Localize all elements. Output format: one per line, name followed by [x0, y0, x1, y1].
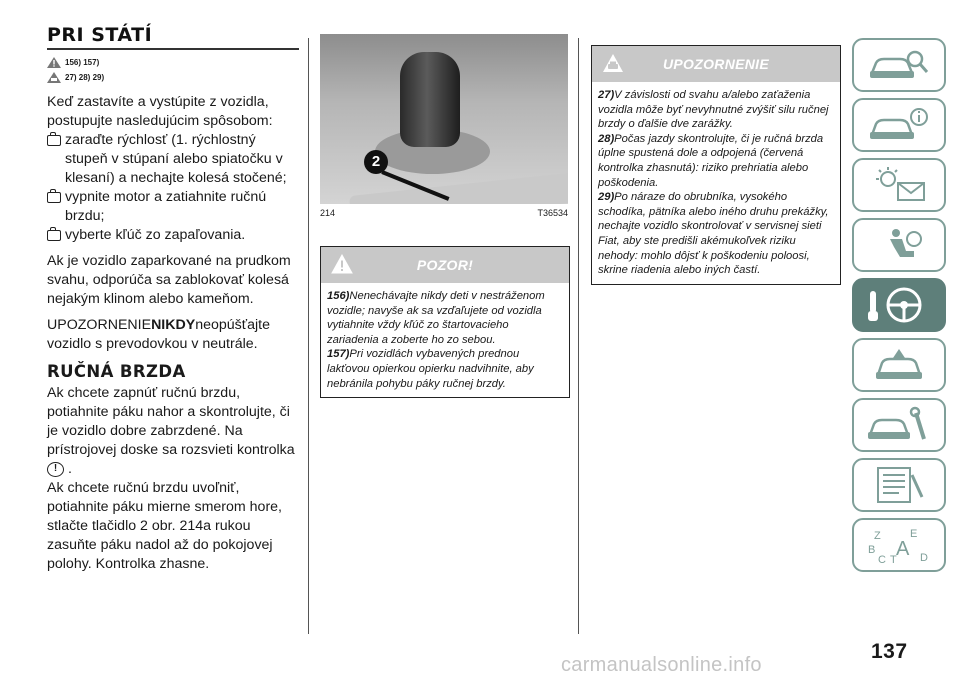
gear-knob	[400, 52, 460, 147]
list-item	[327, 289, 563, 347]
warning-box-header	[321, 247, 569, 283]
notice-rest: neopúšťajte vozidlo s prevodovkou v neutrále.	[47, 317, 270, 352]
index-letter: A	[896, 538, 910, 560]
figure-number: 214	[320, 208, 336, 218]
handbrake-heading: RUČNÁ BRZDA	[47, 362, 186, 381]
notice-emphasis: NIKDY	[151, 317, 196, 333]
bullet-icon	[47, 192, 61, 203]
car-warning-icon	[864, 345, 934, 385]
handbrake-release-text: Ak chcete ručnú brzdu uvoľniť, potiahnite páku mierne smerom hore, stlačte tlačidlo 2 obr. 214a rukou zasuňte páku nadol až do pokojovej polohy. Kontrolka zhasne.	[47, 480, 283, 572]
caution-box-header	[592, 46, 840, 82]
column-divider	[308, 38, 309, 634]
step-text: vyberte kľúč zo zapaľovania.	[65, 227, 246, 243]
item-text: Po náraze do obrubníka, vysokého schodíka, pätníka alebo iného druhu prekážky, nechajte vozidlo skontrolovať v servisnej sieti Fiat, aby ste predišli akémukoľvek riziku nehody: mohlo dôjsť k poškodeniu poloosi, skrine riadenia alebo iných častí.	[598, 191, 829, 277]
handbrake-engage-text	[47, 384, 299, 479]
brake-warning-lamp-icon: !	[47, 462, 64, 477]
caution-box	[591, 45, 841, 285]
index-letter: E	[910, 528, 918, 540]
page-number: 137	[871, 640, 908, 663]
seat-airbag-icon	[864, 225, 934, 265]
warning-lights-icon	[864, 165, 934, 205]
handbrake-figure	[320, 34, 568, 204]
index-letter: T	[890, 554, 897, 565]
left-column	[47, 24, 299, 574]
key-steering-wheel-icon	[864, 285, 934, 325]
item-text: V závislosti od svahu a/alebo zaťaženia vozidla môže byť nevyhnutné zvýšiť silu ručnej brzdy o ďalšie dve zarážky.	[598, 89, 829, 131]
item-text: Nenechávajte nikdy deti v nestráženom vozidle; navyše ak sa vzďaľujete od vozidla vytiahnite vždy kľúč zo štartovacieho zariadenia a zoberte ho zo sebou.	[327, 290, 545, 346]
column-divider	[578, 38, 579, 634]
item-ref: 27)	[598, 89, 615, 101]
caution-refs: 27) 28) 29)	[65, 73, 105, 82]
item-text: Pri vozidlách vybavených prednou lakťovou opierkou opierku nadvihnite, aby nebránila pohybu páky ručnej brzdy.	[327, 348, 534, 390]
warning-title: POZOR!	[416, 257, 474, 273]
list-item	[598, 190, 834, 278]
step-text: vypnite motor a zatiahnite ručnú brzdu;	[65, 189, 267, 224]
list-item	[598, 88, 834, 132]
middle-column	[320, 34, 568, 218]
item-ref: 156)	[327, 290, 350, 302]
caution-refs-row	[47, 71, 299, 84]
caution-box-body	[592, 82, 840, 284]
caution-car-icon	[602, 53, 624, 73]
car-wrench-icon	[864, 405, 934, 445]
warning-box	[320, 246, 570, 398]
figure-caption	[320, 208, 568, 218]
index-letter: B	[868, 544, 876, 556]
item-ref: 28)	[598, 132, 615, 145]
caution-title: UPOZORNENIE	[663, 56, 769, 72]
figure-marker: 2	[364, 150, 388, 174]
list-item	[327, 347, 563, 391]
list-item	[47, 188, 299, 226]
step-text: zaraďte rýchlosť (1. rýchlostný stupeň v stúpaní alebo spiatočku v klesaní) a nechajte kolesá stočené;	[65, 132, 287, 186]
notice-prefix: UPOZORNENIE	[47, 317, 152, 333]
car-magnifier-icon	[864, 45, 934, 85]
item-text: Počas jazdy skontrolujte, či je ručná brzda úplne spustená dole a odpojená (červená kontrolka zhasnutá): riziko prehriatia alebo poškodenia.	[598, 132, 824, 189]
warning-triangle-icon	[331, 254, 353, 274]
neutral-notice	[47, 316, 299, 354]
tab-vehicle-info[interactable]	[852, 98, 946, 152]
list-item	[47, 131, 299, 188]
bullet-icon	[47, 135, 61, 146]
bullet-icon	[47, 230, 61, 241]
watermark: carmanualsonline.info	[561, 654, 762, 676]
slope-paragraph: Ak je vozidlo zaparkované na prudkom svahu, odporúča sa zablokovať kolesá nejakým klinom alebo kameňom.	[47, 253, 291, 307]
chapter-tabs	[852, 38, 946, 578]
tab-knowing-vehicle[interactable]	[852, 38, 946, 92]
index-letter: D	[920, 552, 928, 564]
tab-technical-specs[interactable]	[852, 458, 946, 512]
index-letter: C	[878, 554, 886, 565]
tab-warning-lights[interactable]	[852, 158, 946, 212]
specification-list-icon	[864, 465, 934, 505]
list-item	[47, 226, 299, 245]
warning-refs-row	[47, 56, 299, 69]
alphabetical-index-icon	[864, 525, 934, 565]
intro-text: Keď zastavíte a vystúpite z vozidla, postupujte nasledujúcim spôsobom:	[47, 94, 273, 129]
warning-triangle-icon	[47, 57, 61, 68]
figure-code: T36534	[537, 208, 568, 218]
index-letter: Z	[874, 530, 881, 542]
tab-safety[interactable]	[852, 218, 946, 272]
warning-refs: 156) 157)	[65, 58, 100, 67]
tab-starting-driving[interactable]	[852, 278, 946, 332]
warning-box-body	[321, 283, 569, 397]
list-item	[598, 132, 834, 190]
car-info-icon	[864, 105, 934, 145]
tab-servicing[interactable]	[852, 398, 946, 452]
tab-emergency[interactable]	[852, 338, 946, 392]
sentence-end: .	[67, 461, 72, 477]
handbrake-lever	[349, 172, 568, 204]
caution-car-icon	[47, 72, 61, 83]
handbrake-engage-body: Ak chcete zapnúť ručnú brzdu, potiahnite páku nahor a skontrolujte, či je vozidlo dobre zabrzdené. Na prístrojovej doske sa rozsvieti kontrolka	[47, 385, 295, 458]
section-title: PRI STÁTÍ	[47, 24, 299, 50]
item-ref: 157)	[327, 348, 350, 361]
item-ref: 29)	[598, 191, 615, 204]
tab-index[interactable]	[852, 518, 946, 572]
